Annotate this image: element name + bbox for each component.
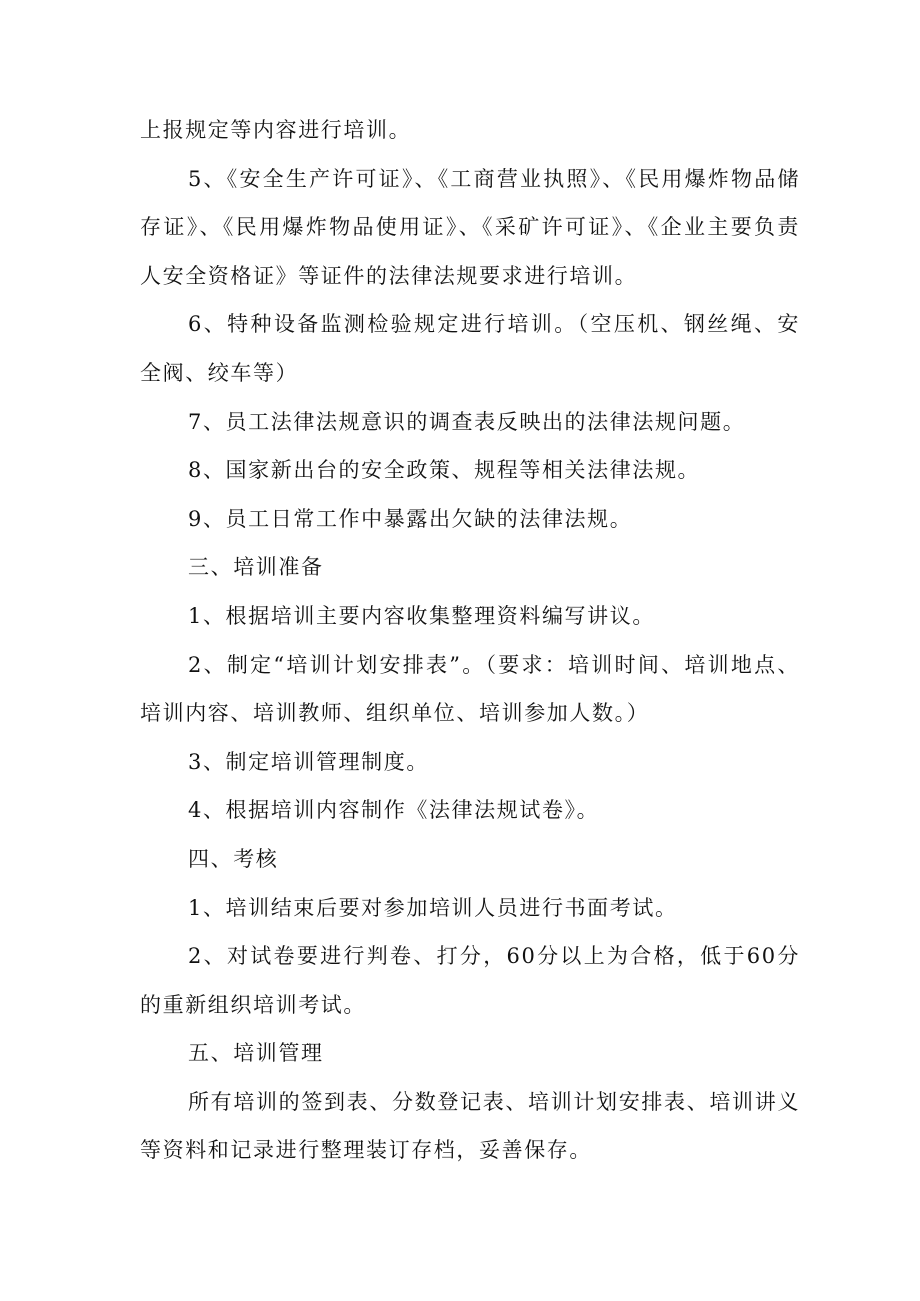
paragraph-assess-1: 1、培训结束后要对参加培训人员进行书面考试。 (188, 895, 678, 920)
paragraph-item-9-deficiency: 9、员工日常工作中暴露出欠缺的法律法规。 (188, 506, 633, 531)
paragraph-prep-1: 1、根据培训主要内容收集整理资料编写讲议。 (188, 603, 655, 628)
paragraph-item-7-survey: 7、员工法律法规意识的调查表反映出的法律法规问题。 (188, 409, 746, 434)
paragraph-assess-2: 2、对试卷要进行判卷、打分，60分以上为合格，低于60分的重新组织培训考试。 (140, 944, 800, 1017)
section-heading-preparation: 三、培训准备 (188, 555, 324, 580)
paragraph-prep-3: 3、制定培训管理制度。 (188, 749, 429, 774)
paragraph-prep-4: 4、根据培训内容制作《法律法规试卷》。 (188, 798, 600, 823)
paragraph-item-5-certificates: 5、《安全生产许可证》、《工商营业执照》、《民用爆炸物品储存证》、《民用爆炸物品使用证》、《采矿许可证》、《企业主要负责人安全资格证》等证件的法律法规要求进行培训。 (140, 166, 800, 288)
paragraph-item-8-policy: 8、国家新出台的安全政策、规程等相关法律法规。 (188, 458, 701, 483)
paragraph-continuation: 上报规定等内容进行培训。 (140, 118, 412, 142)
paragraph-item-6-equipment: 6、特种设备监测检验规定进行培训。（空压机、钢丝绳、安全阀、绞车等） (140, 312, 800, 385)
paragraph-prep-2: 2、制定“培训计划安排表”。（要求：培训时间、培训地点、培训内容、培训教师、组织单位、培训参加人数。） (140, 652, 800, 726)
paragraph-management: 所有培训的签到表、分数登记表、培训计划安排表、培训讲义等资料和记录进行整理装订存档，妥善保存。 (140, 1089, 800, 1163)
section-heading-assessment: 四、考核 (188, 846, 279, 871)
document-body (140, 106, 800, 1175)
section-heading-management: 五、培训管理 (188, 1041, 324, 1066)
